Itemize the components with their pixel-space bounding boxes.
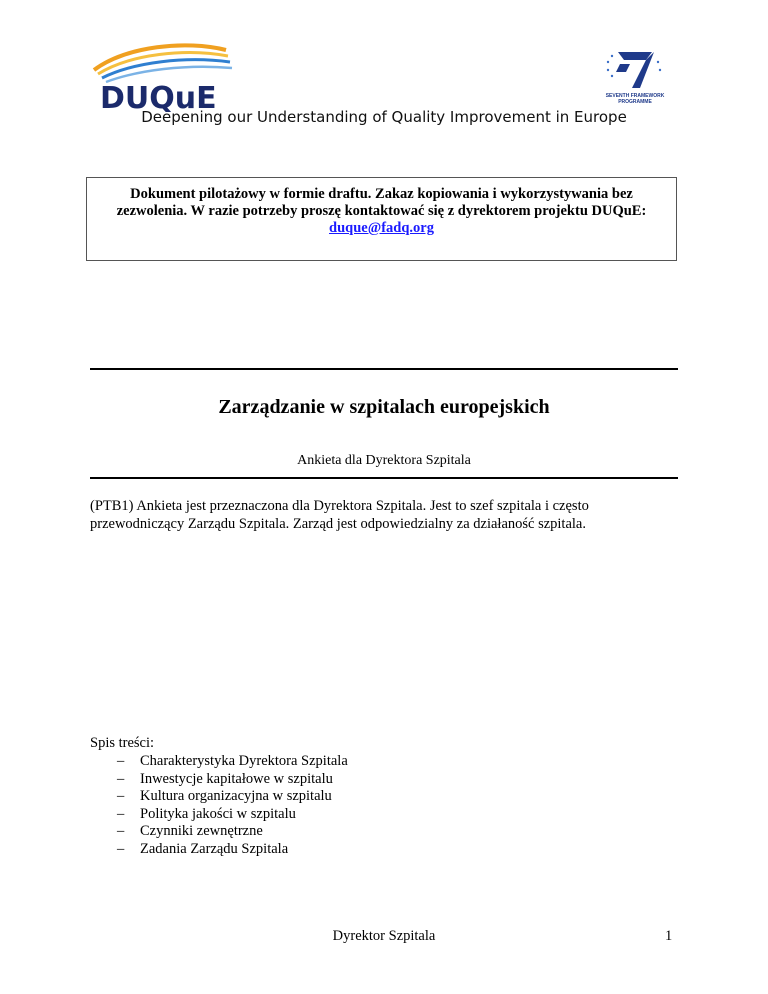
fp7-logo-line2: PROGRAMME: [618, 99, 652, 105]
toc-item: [90, 841, 348, 859]
notice-line-2: zezwolenia. W razie potrzeby proszę kontaktować się z dyrektorem projektu DUQuE:: [116, 203, 647, 219]
toc-item: [90, 806, 348, 824]
document-title: Zarządzanie w szpitalach europejskich: [218, 396, 550, 418]
fp7-logo: [600, 48, 670, 108]
toc-item: [90, 823, 348, 841]
toc-heading: Spis treści:: [90, 735, 155, 751]
draft-notice-box: [86, 177, 677, 261]
notice-line-1: Dokument pilotażowy w formie draftu. Zakaz kopiowania i wykorzystywania bez: [130, 186, 633, 202]
toc-item-label: Charakterystyka Dyrektora Szpitala: [140, 753, 348, 769]
toc-item: [90, 753, 348, 771]
toc-list: [90, 753, 348, 858]
fp7-logo-line1: SEVENTH FRAMEWORK: [605, 93, 665, 99]
contact-email-link[interactable]: duque@fadq.org: [329, 220, 434, 236]
footer-text: Dyrektor Szpitala: [332, 928, 436, 944]
toc-item-label: Inwestycje kapitałowe w szpitalu: [140, 770, 333, 787]
duque-logo: [86, 40, 236, 112]
toc-item: [90, 788, 348, 806]
toc-item-label: Czynniki zewnętrzne: [140, 823, 263, 839]
toc-bullet: –: [117, 840, 125, 857]
toc-bullet: –: [117, 805, 125, 822]
toc-item-label: Kultura organizacyjna w szpitalu: [140, 788, 332, 804]
document-subtitle: Ankieta dla Dyrektora Szpitala: [297, 453, 471, 468]
toc-bullet: –: [117, 753, 125, 769]
duque-logo-text: DUQuE: [100, 81, 217, 112]
intro-paragraph: (PTB1) Ankieta jest przeznaczona dla Dyrektora Szpitala. Jest to szef szpitala i często przewodniczący Zarządu Szpitala. Zarząd jest odpowiedzialny za działaność szpitala.: [90, 498, 589, 532]
toc-item-label: Polityka jakości w szpitalu: [140, 805, 296, 822]
top-divider: [90, 368, 678, 370]
fp7-emblem-icon: [600, 48, 670, 92]
toc-bullet: –: [117, 823, 125, 839]
tagline: Deepening our Understanding of Quality Improvement in Europe: [141, 108, 627, 126]
toc-bullet: –: [117, 788, 125, 804]
bottom-divider: [90, 477, 678, 479]
toc-item-label: Zadania Zarządu Szpitala: [140, 840, 289, 857]
page-number: 1: [665, 928, 673, 944]
toc-bullet: –: [117, 770, 125, 787]
toc-item: [90, 771, 348, 789]
